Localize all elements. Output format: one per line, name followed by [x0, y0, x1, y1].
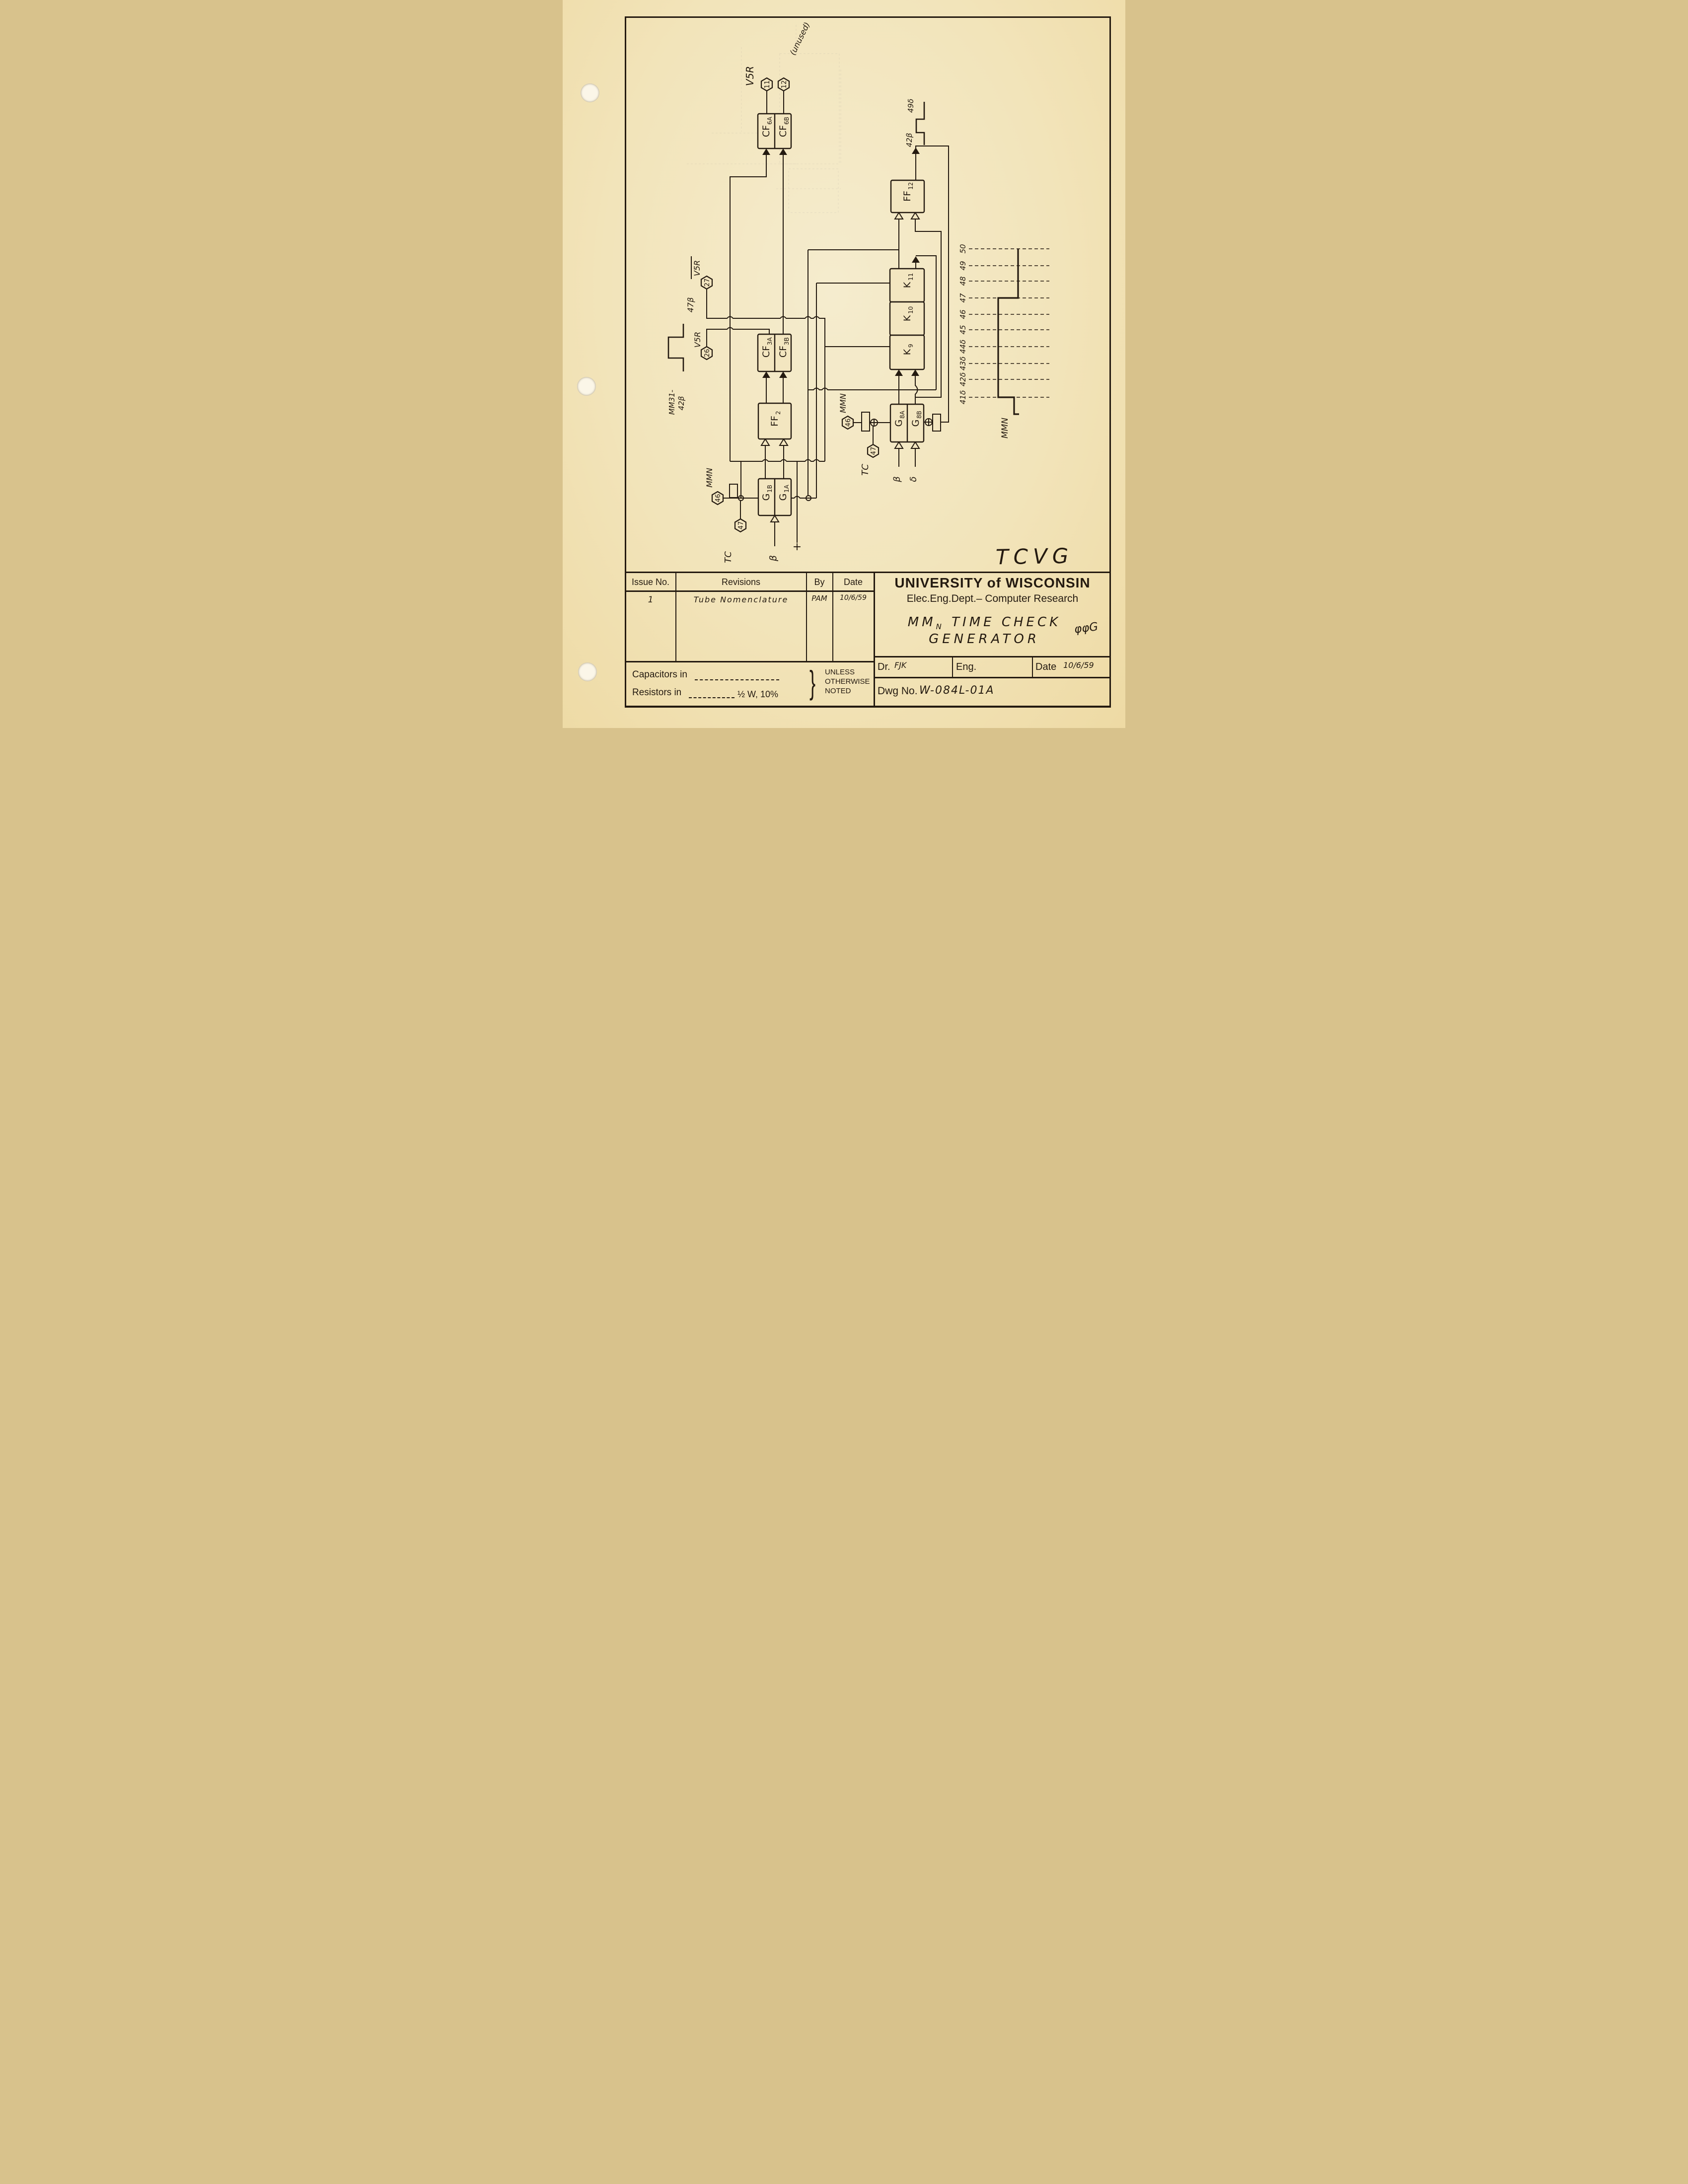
block-label-cf6b: CF: [778, 125, 789, 138]
arrow-icon: [779, 148, 787, 155]
blank-dashes: [689, 697, 734, 698]
pin-26: 26: [704, 349, 711, 358]
waveform-mm31: [668, 324, 683, 371]
svg-text:9: 9: [907, 344, 914, 348]
pin-47-right: 47: [870, 446, 878, 455]
rev-header-revisions: Revisions: [721, 577, 761, 587]
titleblock-top-line: [625, 572, 1111, 573]
timing-gridlines: [969, 249, 1049, 397]
rev-header-issue: Issue No.: [631, 577, 670, 587]
tick-50: 50: [958, 244, 967, 254]
plug-junction: [871, 419, 878, 426]
block-label-ff12: FF: [902, 191, 913, 202]
block-label-cf3a: CF: [761, 345, 772, 358]
arrow-icon: [895, 369, 903, 376]
border-bottom: [625, 706, 1111, 708]
svg-text:12: 12: [907, 182, 914, 190]
label-tc-left: TC: [723, 551, 734, 563]
label-unused: (unused): [788, 20, 812, 57]
stamp-divider: [952, 656, 953, 678]
eng-label: Eng.: [956, 661, 977, 672]
notes-top-line: [625, 661, 874, 662]
note-resistors: Resistors in: [632, 687, 682, 698]
tick-48: 48: [958, 276, 967, 286]
inline-box: [730, 484, 737, 498]
arrow-icon: [912, 256, 920, 263]
tcvg-annotation: TCVG: [995, 543, 1074, 570]
svg-text:2: 2: [775, 411, 782, 415]
block-label-g1b: G: [761, 493, 772, 501]
svg-text:8B: 8B: [916, 411, 923, 419]
tick-47: 47: [958, 293, 967, 303]
stamp-top-line: [874, 656, 1111, 657]
stamp-bottom-line: [874, 677, 1111, 678]
rev-row-issue: 1: [648, 595, 654, 605]
pin-47-left: 47: [737, 521, 745, 530]
label-v5r-26: V5R: [693, 331, 702, 348]
title-mm: MM: [907, 615, 936, 630]
timing-tick-labels: [958, 244, 967, 404]
label-49d: 49δ: [906, 98, 915, 113]
note-resistor-value: ½ W, 10%: [737, 689, 779, 699]
label-mm31-42b: 42β: [677, 396, 686, 411]
timing-diagram: [958, 244, 1049, 438]
rev-row-by: PAM: [811, 594, 827, 603]
org-name: UNIVERSITY of WISCONSIN: [894, 575, 1091, 590]
label-mmn-left: MMN: [705, 468, 714, 488]
block-label-g8a: G: [893, 419, 904, 427]
tick-43d: 43δ: [958, 356, 967, 371]
label-mmn-waveform: MMN: [1000, 417, 1010, 439]
dwg-label: Dwg No.: [878, 685, 918, 697]
pin-46-left: 46: [715, 494, 722, 503]
punch-hole: [578, 662, 597, 681]
label-42b: 42β: [905, 133, 914, 147]
svg-text:8A: 8A: [899, 411, 906, 419]
tick-49: 49: [958, 261, 967, 271]
arrow-icon: [912, 147, 920, 154]
title-rest: TIME CHECK: [944, 615, 1061, 630]
note-capacitors: Capacitors in: [632, 669, 687, 680]
block-label-g1a: G: [778, 493, 789, 501]
drawing-title-line2: GENERATOR: [929, 632, 1040, 647]
block-label-cf3b: CF: [778, 345, 789, 358]
open-arrow-icon: [895, 442, 903, 448]
svg-text:1B: 1B: [766, 485, 773, 493]
label-plus-terminal: +: [792, 541, 802, 553]
open-arrow-icon: [761, 439, 769, 445]
arrow-icon: [762, 148, 770, 155]
stamp-divider: [1032, 656, 1033, 678]
wire: [767, 91, 784, 114]
drawing-title-line1: [875, 615, 1094, 631]
rev-row-date: 10/6/59: [840, 594, 867, 602]
block-label-ff2: FF: [769, 416, 780, 427]
dr-value: FJK: [894, 660, 907, 670]
pin-46-right: 46: [845, 418, 852, 427]
label-beta-g1: β: [768, 555, 779, 562]
phi-annotation: φφG: [1073, 620, 1099, 636]
tick-46: 46: [958, 309, 967, 319]
label-mmn-right: MMN: [838, 393, 848, 413]
open-arrow-icon: [911, 442, 919, 448]
label-delta-g8: δ: [908, 476, 919, 482]
arrow-icon: [911, 369, 919, 376]
inline-box: [933, 414, 941, 431]
rev-row-desc: Tube Nomenclature: [693, 595, 789, 604]
block-label-k11: K: [902, 282, 913, 289]
svg-text:3A: 3A: [766, 337, 773, 345]
tick-42d: 42δ: [958, 372, 967, 387]
inline-box: [862, 412, 870, 431]
label-47b: 47β: [686, 297, 695, 313]
pin-12: 12: [781, 80, 788, 89]
open-arrow-icon: [911, 213, 919, 219]
tick-41d: 41δ: [958, 390, 967, 405]
block-label-g8b: G: [910, 419, 921, 427]
dr-label: Dr.: [878, 661, 890, 672]
svg-text:11: 11: [907, 273, 914, 281]
signal-labels: [667, 21, 919, 563]
plug-junction: [925, 419, 932, 426]
blank-dashes: [695, 679, 779, 680]
rev-header-date: Date: [843, 577, 863, 587]
unless-2: OTHERWISE: [825, 677, 870, 686]
unless-1: UNLESS: [825, 668, 855, 676]
pin-11: 11: [764, 80, 771, 89]
wire: [899, 448, 915, 467]
wire: [791, 497, 816, 499]
block-label-k10: K: [902, 315, 913, 322]
wire: [766, 377, 783, 403]
svg-text:6B: 6B: [783, 117, 790, 125]
block-label-cf6a: CF: [761, 125, 772, 138]
rev-header-line: [625, 590, 874, 592]
block-label-k9: K: [902, 349, 913, 356]
svg-text:1A: 1A: [783, 485, 790, 493]
open-arrow-icon: [895, 213, 903, 219]
date-label: Date: [1035, 661, 1057, 672]
svg-text:6A: 6A: [766, 117, 773, 125]
pin-27: 27: [704, 278, 711, 287]
svg-text:3B: 3B: [783, 337, 790, 345]
unless-note: [825, 667, 870, 696]
label-mm31: MM31-: [667, 389, 676, 415]
label-tc-right: TC: [860, 464, 871, 476]
open-arrow-icon: [780, 439, 788, 445]
tick-45: 45: [958, 325, 967, 335]
label-beta-g8: β: [892, 476, 902, 482]
title-sub-n: N: [936, 622, 945, 632]
rev-header-by: By: [814, 577, 825, 587]
arrow-icon: [762, 371, 770, 378]
label-v5r-27: V5R: [692, 260, 702, 277]
wire: [765, 445, 784, 479]
timing-waveform-mmn: [998, 249, 1019, 414]
tick-44d: 44δ: [958, 339, 967, 354]
wire: [730, 460, 825, 462]
date-value: 10/6/59: [1063, 660, 1094, 670]
scanned-drawing-sheet: [563, 0, 1125, 728]
waveform-42b-49d: [916, 102, 924, 145]
org-dept: Elec.Eng.Dept.– Computer Research: [906, 593, 1079, 604]
arrow-icon: [779, 371, 787, 378]
brace: }: [809, 664, 816, 701]
unless-3: NOTED: [825, 687, 851, 695]
dwg-value: W-084L-01A: [919, 684, 995, 697]
open-arrow-icon: [771, 515, 779, 522]
schematic-canvas: [563, 0, 1125, 573]
svg-text:10: 10: [907, 306, 914, 314]
label-v5r-top: V5R: [744, 66, 756, 86]
